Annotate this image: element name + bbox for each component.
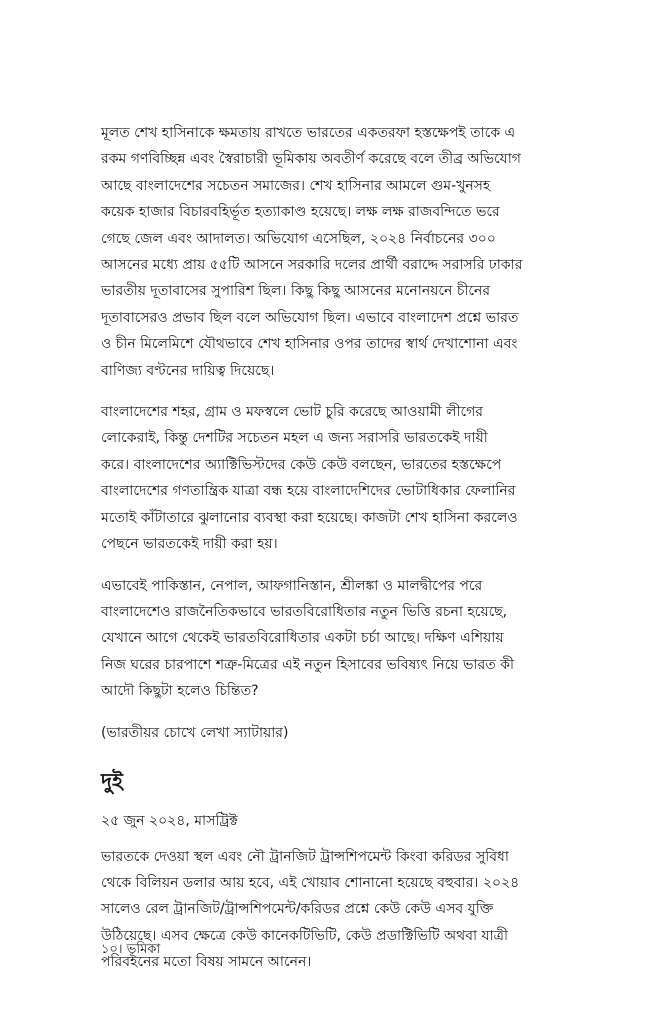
page-footer: ১০। ভূমিকা	[101, 942, 161, 957]
text-line: উঠিয়েছে। এসব ক্ষেত্রে কেউ কানেকটিভিটি, কেউ প্রডাক্টিভিটি অথবা যাত্রী	[101, 927, 508, 944]
paragraph-1	[101, 120, 566, 384]
text-line: আসনের মধ্যে প্রায় ৫৫টি আসনে সরকারি দলের প্রার্থী বরাদ্দে সরাসরি ঢাকার	[101, 257, 523, 274]
text-line: রকম গণবিচ্ছিন্ন এবং স্বৈরাচারী ভূমিকায় অবতীর্ণ করেছে বলে তীব্র অভিযোগ	[101, 151, 521, 168]
text-line: থেকে বিলিয়ন ডলার আয় হবে, এই খোয়াব শোনানো হয়েছে বহুবার। ২০২৪	[101, 874, 520, 891]
text-line: বাণিজ্য বণ্টনের দায়িত্ব দিয়েছে।	[101, 362, 275, 379]
date-line: ২৫ জুন ২০২৪, মাসট্রিক্ট	[101, 812, 238, 829]
text-line: সালেও রেল ট্রানজিট/ট্রান্সশিপমেন্ট/করিডর প্রশ্নে কেউ কেউ এসব যুক্তি	[101, 901, 494, 918]
text-line: বাংলাদেশের শহর, গ্রাম ও মফস্বলে ভোট চুরি করেছে আওয়ামী লীগের	[101, 404, 483, 421]
text-line: নিজ ঘরের চারপাশে শত্রু-মিত্রের এই নতুন হিসাবের ভবিষ্যৎ নিয়ে ভারত কী	[101, 656, 514, 673]
text-line: এভাবেই পাকিস্তান, নেপাল, আফগানিস্তান, শ্রীলঙ্কা ও মালদ্বীপের পরে	[101, 577, 483, 594]
text-line: আছে বাংলাদেশের সচেতন সমাজের। শেখ হাসিনার আমলে গুম-খুনসহ	[101, 177, 491, 194]
text-line: পরিবহনের মতো বিষয় সামনে আনেন।	[101, 954, 312, 971]
text-line: বাংলাদেশের গণতান্ত্রিক যাত্রা বন্ধ হয়ে বাংলাদেশিদের ভোটাধিকার ফেলানির	[101, 483, 516, 500]
text-line: মূলত শেখ হাসিনাকে ক্ষমতায় রাখতে ভারতের একতরফা হস্তক্ষেপই তাকে এ	[101, 125, 516, 141]
text-line: যেখানে আগে থেকেই ভারতবিরোধিতার একটা চর্চা আছে। দক্ষিণ এশিয়ায়	[101, 630, 504, 647]
section-paragraph	[101, 844, 566, 976]
section-heading: দুই	[101, 768, 123, 793]
text-line: ভারতীয় দূতাবাসের সুপারিশ ছিল। কিছু কিছু আসনের মনোনয়নে চীনের	[101, 283, 491, 300]
text-line: মতোই কাঁটাতারে ঝুলানোর ব্যবস্থা করা হয়েছে। কাজটা শেখ হাসিনা করলেও	[101, 509, 518, 526]
paragraph-2	[101, 399, 566, 557]
text-line: করে। বাংলাদেশের অ্যাক্টিভিস্টদের কেউ কেউ বলছেন, ভারতের হস্তক্ষেপে	[101, 456, 502, 473]
text-line: ভারতকে দেওয়া স্থল এবং নৌ ট্রানজিট ট্রান্সশিপমেন্ট কিংবা করিডর সুবিধা	[101, 848, 509, 865]
satire-caption: (ভারতীয়র চোখে লেখা স্যাটায়ার)	[101, 724, 289, 741]
page-body	[101, 120, 566, 991]
paragraph-3	[101, 573, 566, 705]
text-line: গেছে জেল এবং আদালত। অভিযোগ এসেছিল, ২০২৪ নির্বাচনের ৩০০	[101, 230, 496, 247]
text-line: লোকেরাই, কিন্তু দেশটির সচেতন মহল এ জন্য সরাসরি ভারতকেই দায়ী	[101, 430, 488, 447]
text-line: আদৌ কিছুটা হলেও চিন্তিত?	[101, 683, 259, 700]
text-line: বাংলাদেশেও রাজনৈতিকভাবে ভারতবিরোধিতার নতুন ভিত্তি রচনা হয়েছে,	[101, 603, 508, 620]
text-line: কয়েক হাজার বিচারবহির্ভূত হত্যাকাণ্ড হয়েছে। লক্ষ লক্ষ রাজবন্দিতে ভরে	[101, 204, 500, 221]
text-line: পেছনে ভারতকেই দায়ী করা হয়।	[101, 536, 278, 553]
text-line: ও চীন মিলেমিশে যৌথভাবে শেখ হাসিনার ওপর তাদের স্বার্থ দেখাশোনা এবং	[101, 336, 518, 353]
text-line: দূতাবাসেরও প্রভাব ছিল বলে অভিযোগ ছিল। এভাবে বাংলাদেশ প্রশ্নে ভারত	[101, 309, 519, 326]
